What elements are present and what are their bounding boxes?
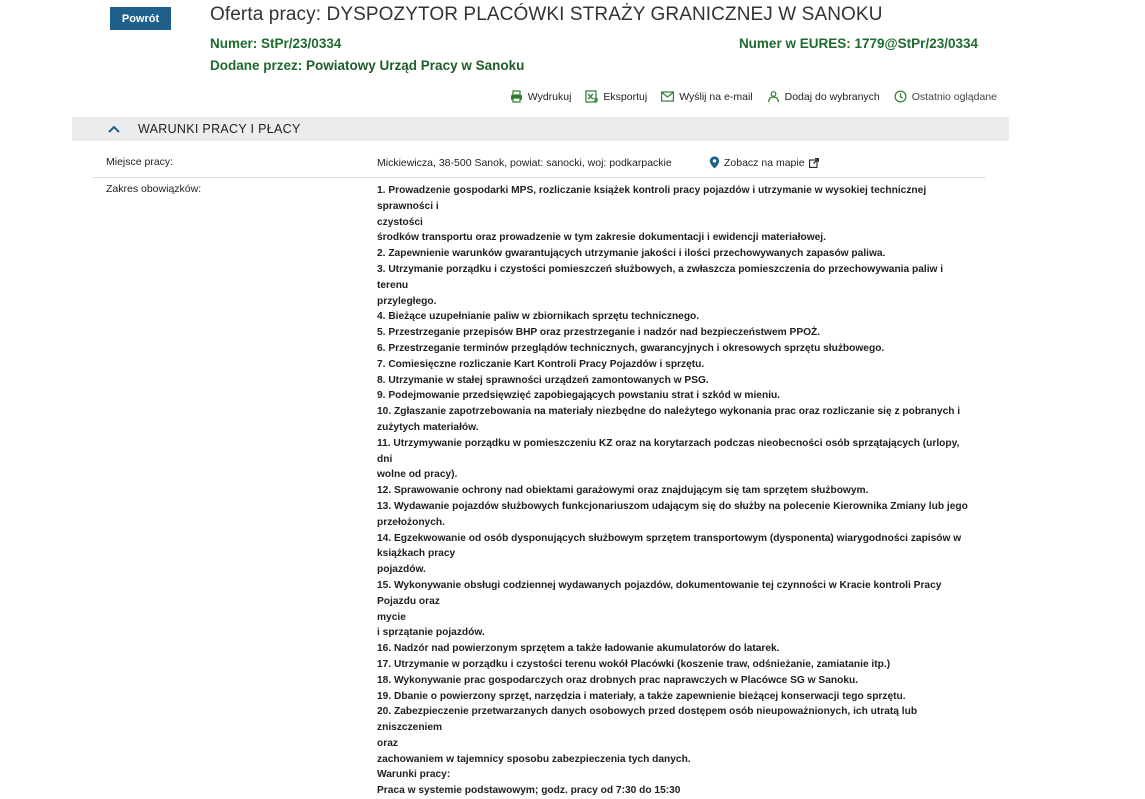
duties-line: zachowaniem w tajemnicy sposobu zabezpieczenia tych danych. — [377, 753, 691, 765]
offer-number — [210, 36, 341, 51]
duties-line: 3. Utrzymanie porządku i czystości pomieszczeń służbowych, a zwłaszcza pomieszczenia do przechowywania paliw i terenu — [377, 263, 944, 291]
duties-line: 9. Podejmowanie przedsięwzięć zapobiegających powstaniu strat i szkód w mieniu. — [377, 390, 781, 402]
email-label: Wyślij na e-mail — [679, 90, 753, 103]
duties-line: 10. Zgłaszanie zapotrzebowania na materiały niezbędne do należytego wykonania prac oraz rozliczanie się z pobranych i — [377, 406, 961, 418]
chevron-up-icon[interactable] — [106, 121, 122, 137]
duties-line: 19. Dbanie o powierzony sprzęt, narzędzia i materiały, a także zapewnienie bieżącej konserwacji tego sprzętu. — [377, 690, 906, 702]
duties-label: Zakres obowiązków: — [106, 183, 202, 195]
page-title: Oferta pracy: DYSPOZYTOR PLACÓWKI STRAŻY GRANICZNEJ W SANOKU — [210, 4, 883, 25]
duties-line: 6. Przestrzeganie terminów przeglądów technicznych, gwarancyjnych i okresowych sprzętu służbowego. — [377, 342, 885, 354]
duties-line: mycie — [377, 611, 406, 623]
map-link[interactable] — [709, 156, 819, 169]
duties-line: i sprzątanie pojazdów. — [377, 627, 485, 639]
duties-line: przyległego. — [377, 295, 437, 307]
eures-number — [739, 36, 978, 51]
duties-list — [377, 183, 975, 799]
duties-line: 20. Zabezpieczenie przetwarzanych danych osobowych przed dostępem osób nieupoważnionych, ich utratą lub zniszczeniem — [377, 706, 918, 734]
duties-line: 12. Sprawowanie ochrony nad obiektami garażowymi oraz znajdującym się tam sprzętem służbowym. — [377, 485, 869, 497]
favorites-action[interactable] — [767, 90, 880, 103]
added-by — [210, 58, 524, 73]
duties-line: wolne od pracy). — [377, 469, 458, 481]
duties-line: oraz — [377, 737, 398, 749]
eures-number-value: 1779@StPr/23/0334 — [854, 36, 978, 51]
email-action[interactable] — [661, 91, 752, 103]
recent-action[interactable] — [894, 90, 997, 103]
duties-line: 2. Zapewnienie warunków gwarantujących utrzymanie jakości i ilości przechowywanych zapasów paliwa. — [377, 248, 886, 260]
recent-label: Ostatnio oglądane — [911, 90, 997, 103]
duties-line: czystości — [377, 216, 423, 228]
section-title: WARUNKI PRACY I PŁACY — [138, 122, 301, 136]
eures-number-label: Numer w EURES: — [738, 36, 851, 51]
duties-line: 1. Prowadzenie gospodarki MPS, rozliczanie książek kontroli pracy pojazdów i utrzymanie w wysokiej technicznej sprawności i — [377, 185, 927, 212]
favorites-label: Dodaj do wybranych — [784, 90, 880, 103]
section-header-work-conditions[interactable] — [72, 117, 1009, 141]
duties-line: 16. Nadzór nad powierzonym sprzętem a także ładowanie akumulatorów do latarek. — [377, 643, 780, 655]
duties-line: 5. Przestrzeganie przepisów BHP oraz przestrzeganie i nadzór nad bezpieczeństwem PPOŻ. — [377, 327, 821, 339]
duties-line: 7. Comiesięczne rozliczanie Kart Kontroli Pracy Pojazdów i sprzętu. — [377, 358, 705, 370]
workplace-label: Miejsce pracy: — [106, 156, 174, 168]
map-link-label: Zobacz na mapie — [724, 156, 805, 169]
offer-number-label: Numer: — [210, 36, 258, 51]
duties-line: książkach pracy — [377, 548, 456, 560]
duties-line: zużytych materiałów. — [377, 421, 479, 433]
workplace-value: Mickiewicza, 38-500 Sanok, powiat: sanocki, woj: podkarpackie — [377, 157, 672, 169]
duties-line: 18. Wykonywanie prac gospodarczych oraz drobnych prac naprawczych w Placówce SG w Sanoku. — [377, 674, 859, 686]
envelope-icon — [661, 91, 674, 102]
duties-line: 14. Egzekwowanie od osób dysponujących służbowym sprzętem transportowym (dysponenta) wiarygodności zapisów w — [377, 532, 962, 544]
export-label: Eksportuj — [603, 90, 648, 103]
added-by-label: Dodane przez: — [210, 58, 303, 73]
back-button[interactable]: Powrót — [110, 7, 171, 30]
duties-line: pojazdów. — [377, 564, 426, 576]
duties-line: przełożonych. — [377, 516, 445, 528]
duties-line: 11. Utrzymywanie porządku w pomieszczeniu KZ oraz na korytarzach podczas nieobecności osób sprzątających (urlopy, dni — [377, 437, 960, 465]
duties-line: 17. Utrzymanie w porządku i czystości terenu wokół Placówki (koszenie traw, odśnieżanie, zamiatanie itp.) — [377, 658, 891, 670]
map-pin-icon — [709, 156, 720, 169]
printer-icon — [510, 90, 523, 103]
print-label: Wydrukuj — [527, 90, 572, 103]
duties-line: 4. Bieżące uzupełnianie paliw w zbiornikach sprzętu technicznego. — [377, 311, 700, 323]
duties-line: 13. Wydawanie pojazdów służbowych funkcjonariuszom udającym się do służby na polecenie Kierownika Zmiany lub jego — [377, 500, 968, 512]
duties-line: Praca w systemie podstawowym; godz. pracy od 7:30 do 15:30 — [377, 785, 681, 797]
print-action[interactable] — [510, 90, 572, 103]
row-divider — [92, 177, 986, 178]
duties-line: Warunki pracy: — [377, 769, 451, 781]
duties-line: środków transportu oraz prowadzenie w tym zakresie dokumentacji i ewidencji materiałowej. — [377, 232, 826, 244]
duties-line: 15. Wykonywanie obsługi codziennej wydawanych pojazdów, dokumentowanie tej czynności w Kracie kontroli Pracy Pojazdu oraz — [377, 579, 942, 607]
action-bar — [510, 90, 997, 103]
duties-line: 8. Utrzymanie w stałej sprawności urządzeń zamontowanych w PSG. — [377, 374, 709, 386]
export-action[interactable] — [585, 90, 647, 103]
export-icon — [585, 90, 598, 103]
clock-icon — [894, 90, 907, 103]
add-favorites-icon — [767, 90, 780, 103]
external-link-icon — [809, 158, 819, 168]
added-by-value: Powiatowy Urząd Pracy w Sanoku — [306, 58, 525, 73]
offer-number-value: StPr/23/0334 — [261, 36, 342, 51]
